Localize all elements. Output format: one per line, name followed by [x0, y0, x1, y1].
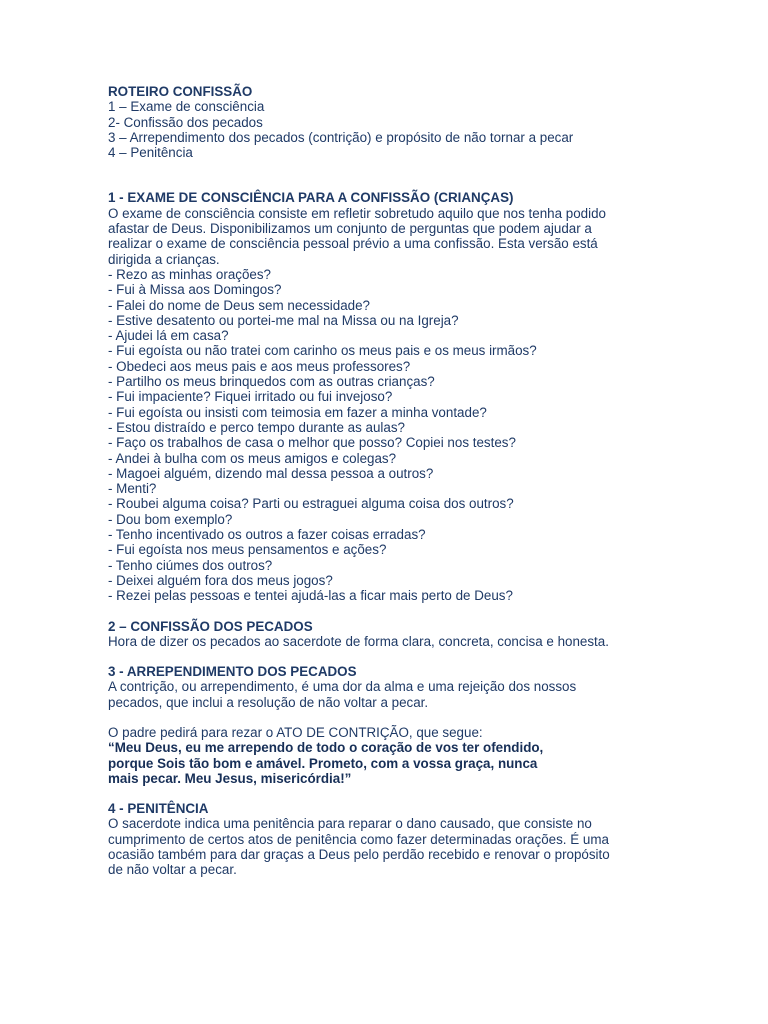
- question-item: - Roubei alguma coisa? Parti ou estraguei alguma coisa dos outros?: [108, 496, 514, 512]
- section-1-intro-line: O exame de consciência consiste em refletir sobretudo aquilo que nos tenha podido: [108, 205, 606, 221]
- section-3-text-line: A contrição, ou arrependimento, é uma dor da alma e uma rejeição dos nossos: [108, 679, 577, 695]
- question-item: - Faço os trabalhos de casa o melhor que posso? Copiei nos testes?: [108, 435, 516, 451]
- outline-item: 4 – Penitência: [108, 145, 193, 161]
- section-3-text-line: pecados, que inclui a resolução de não voltar a pecar.: [108, 694, 429, 710]
- question-item: - Ajudei lá em casa?: [108, 328, 229, 344]
- spacer: [108, 710, 668, 725]
- question-item: - Fui egoísta ou não tratei com carinho os meus pais e os meus irmãos?: [108, 343, 537, 359]
- outline-item: 2- Confissão dos pecados: [108, 114, 263, 130]
- section-4-text-line: cumprimento de certos atos de penitência como fazer determinadas orações. É uma: [108, 831, 609, 847]
- outline-item: 3 – Arrependimento dos pecados (contrição) e propósito de não tornar a pecar: [108, 129, 574, 145]
- prayer-line: “Meu Deus, eu me arrependo de todo o coração de vos ter ofendido,: [108, 740, 544, 756]
- section-4-text-line: de não voltar a pecar.: [108, 862, 237, 878]
- document-page: [108, 84, 668, 878]
- question-item: - Fui impaciente? Fiquei irritado ou fui invejoso?: [108, 389, 393, 405]
- question-item: - Menti?: [108, 481, 157, 497]
- question-item: - Falei do nome de Deus sem necessidade?: [108, 297, 371, 313]
- prayer-intro: O padre pedirá para rezar o ATO DE CONTRIÇÃO, que segue:: [108, 724, 483, 740]
- outline-title: ROTEIRO CONFISSÃO: [108, 84, 253, 99]
- question-item: - Partilho os meus brinquedos com as outras crianças?: [108, 374, 435, 390]
- question-item: - Fui egoísta ou insisti com teimosia em fazer a minha vontade?: [108, 404, 487, 420]
- question-item: - Dou bom exemplo?: [108, 511, 233, 527]
- section-1-intro-line: afastar de Deus. Disponibilizamos um conjunto de perguntas que podem ajudar a: [108, 221, 592, 237]
- question-item: - Estive desatento ou portei-me mal na Missa ou na Igreja?: [108, 312, 459, 328]
- question-item: - Estou distraído e perco tempo durante as aulas?: [108, 419, 406, 435]
- section-2-heading: 2 – CONFISSÃO DOS PECADOS: [108, 618, 313, 634]
- question-item: - Obedeci aos meus pais e aos meus professores?: [108, 358, 411, 374]
- section-3-heading: 3 - ARREPENDIMENTO DOS PECADOS: [108, 664, 357, 680]
- spacer: [108, 786, 668, 801]
- spacer: [108, 649, 668, 664]
- section-1-intro-line: dirigida a crianças.: [108, 251, 220, 267]
- section-4-heading: 4 - PENITÊNCIA: [108, 801, 209, 817]
- section-4-text-line: O sacerdote indica uma penitência para reparar o dano causado, que consiste no: [108, 816, 592, 832]
- question-list: [108, 267, 668, 604]
- question-item: - Rezo as minhas orações?: [108, 266, 271, 282]
- question-item: - Deixei alguém fora dos meus jogos?: [108, 572, 333, 588]
- question-item: - Rezei pelas pessoas e tentei ajudá-las a ficar mais perto de Deus?: [108, 588, 513, 604]
- question-item: - Magoei alguém, dizendo mal dessa pessoa a outros?: [108, 465, 434, 481]
- section-1-intro-line: realizar o exame de consciência pessoal prévio a uma confissão. Esta versão está: [108, 236, 598, 252]
- prayer-line: mais pecar. Meu Jesus, misericórdia!”: [108, 770, 352, 786]
- prayer-line: porque Sois tão bom e amável. Prometo, com a vossa graça, nunca: [108, 755, 538, 771]
- section-1-heading: 1 - EXAME DE CONSCIÊNCIA PARA A CONFISSÃO (CRIANÇAS): [108, 190, 514, 206]
- question-item: - Fui à Missa aos Domingos?: [108, 282, 282, 298]
- spacer: [108, 160, 668, 190]
- section-2-text: Hora de dizer os pecados ao sacerdote de forma clara, concreta, concisa e honesta.: [108, 633, 609, 649]
- question-item: - Tenho ciúmes dos outros?: [108, 557, 273, 573]
- question-item: - Fui egoísta nos meus pensamentos e ações?: [108, 542, 387, 558]
- question-item: - Tenho incentivado os outros a fazer coisas erradas?: [108, 527, 426, 543]
- question-item: - Andei à bulha com os meus amigos e colegas?: [108, 450, 397, 466]
- spacer: [108, 604, 668, 619]
- outline-item: 1 – Exame de consciência: [108, 99, 265, 115]
- section-4-text-line: ocasião também para dar graças a Deus pelo perdão recebido e renovar o propósito: [108, 847, 610, 863]
